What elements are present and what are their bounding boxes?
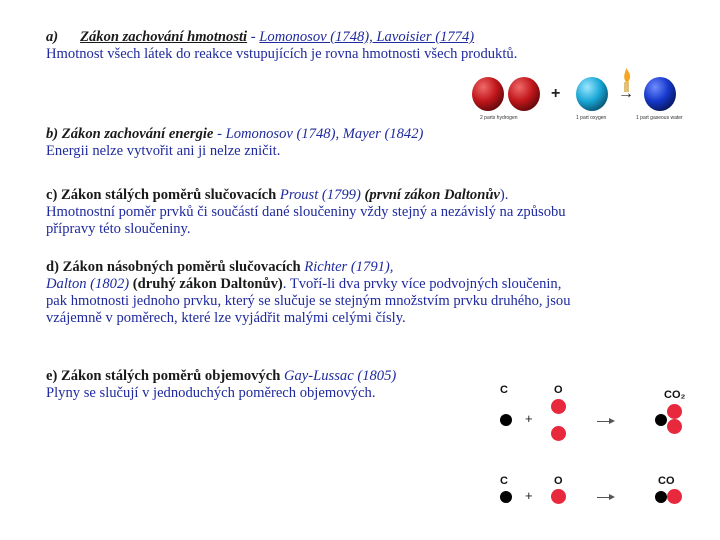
flame-icon	[624, 68, 630, 82]
row1-arrow-icon	[597, 421, 613, 422]
row1-plus-sign: +	[525, 411, 533, 426]
row1-product-oxygen-2	[667, 419, 682, 434]
section-a	[46, 29, 517, 63]
section-e-text: Plyny se slučují v jednoduchých poměrech objemových.	[46, 385, 376, 401]
caption-hydrogen: 2 parts hydrogen	[480, 115, 518, 121]
row2-product-label: CO	[658, 475, 675, 487]
section-d-heading-line2	[46, 276, 571, 293]
section-e-title: e) Zákon stálých poměrů objemových	[46, 368, 284, 384]
section-d-author2: Dalton (1802)	[46, 276, 130, 292]
section-d	[46, 259, 571, 327]
section-d-line3: vzájemně v poměrech, které lze vyjádřit malými celými čísly.	[46, 310, 406, 326]
hydrogen-balloon-2	[508, 77, 540, 111]
section-c-author: Proust (1799)	[279, 187, 361, 203]
row2-plus-sign: +	[525, 488, 533, 503]
section-c	[46, 187, 566, 238]
section-a-marker: a)	[46, 29, 59, 45]
row2-oxygen-label: O	[554, 475, 563, 487]
section-a-dash: -	[247, 29, 260, 45]
row1-oxygen-label: O	[554, 384, 563, 396]
water-balloon	[644, 77, 676, 111]
row1-carbon-atom	[500, 414, 512, 426]
section-b	[46, 126, 423, 160]
balloon-arrow-icon: →	[618, 85, 634, 102]
section-e-heading	[46, 368, 396, 385]
section-a-text: Hmotnost všech látek do reakce vstupujících je rovna hmotnosti všech produktů.	[46, 46, 518, 62]
row2-carbon-atom	[500, 491, 512, 503]
section-d-author1: Richter (1791),	[304, 259, 394, 275]
section-d-title: d) Zákon násobných poměrů slučovacích	[46, 259, 305, 275]
section-c-law-name: (první zákon Daltonův	[360, 187, 500, 203]
row1-product-label: CO₂	[664, 389, 686, 401]
section-b-text: Energii nelze vytvořit ani ji nelze zničit.	[46, 143, 281, 159]
row2-product-oxygen	[667, 489, 682, 504]
caption-oxygen: 1 part oxygen	[576, 115, 607, 121]
row1-carbon-label: C	[500, 384, 508, 396]
section-d-end: .	[282, 276, 290, 292]
section-e	[46, 368, 396, 402]
row1-product-oxygen-1	[667, 404, 682, 419]
row1-oxygen-atom-1	[551, 399, 566, 414]
section-d-text-inline: Tvoří-li dva prvky více podvojných sloučenin,	[289, 276, 562, 292]
row2-arrow-icon	[597, 497, 613, 498]
row2-carbon-label: C	[500, 475, 508, 487]
section-c-title: c) Zákon stálých poměrů slučovacích	[46, 187, 280, 203]
row1-oxygen-atom-2	[551, 426, 566, 441]
section-c-heading	[46, 187, 566, 204]
balloon-plus-sign: +	[551, 85, 561, 102]
row2-product-carbon	[655, 491, 667, 503]
section-e-author: Gay-Lussac (1805)	[283, 368, 397, 384]
section-c-line2: přípravy této sloučeniny.	[46, 221, 191, 237]
hydrogen-balloon-1	[472, 77, 504, 111]
section-a-title: Zákon zachování hmotnosti	[80, 29, 248, 45]
row1-product-carbon	[655, 414, 667, 426]
section-a-heading	[46, 29, 517, 46]
section-b-heading	[46, 126, 423, 143]
balloon-illustration	[468, 68, 700, 124]
section-b-authors: Lomonosov (1748), Mayer (1842)	[225, 126, 424, 142]
section-c-end: ).	[499, 187, 509, 203]
row2-oxygen-atom	[551, 489, 566, 504]
section-d-line2: pak hmotnosti jednoho prvku, který se slučuje se stejným množstvím prvku druhého, jsou	[46, 293, 571, 309]
section-b-dash: -	[213, 126, 226, 142]
section-b-title: b) Zákon zachování energie	[46, 126, 214, 142]
oxygen-balloon	[576, 77, 608, 111]
section-d-heading	[46, 259, 571, 276]
caption-water: 1 part gaseous water	[636, 115, 683, 121]
section-c-line1: Hmotnostní poměr prvků či součástí dané sloučeniny vždy stejný a nezávislý na způsobu	[46, 204, 566, 220]
section-a-authors: Lomonosov (1748), Lavoisier (1774)	[259, 29, 475, 45]
section-d-law-name: (druhý zákon Daltonův)	[129, 276, 283, 292]
